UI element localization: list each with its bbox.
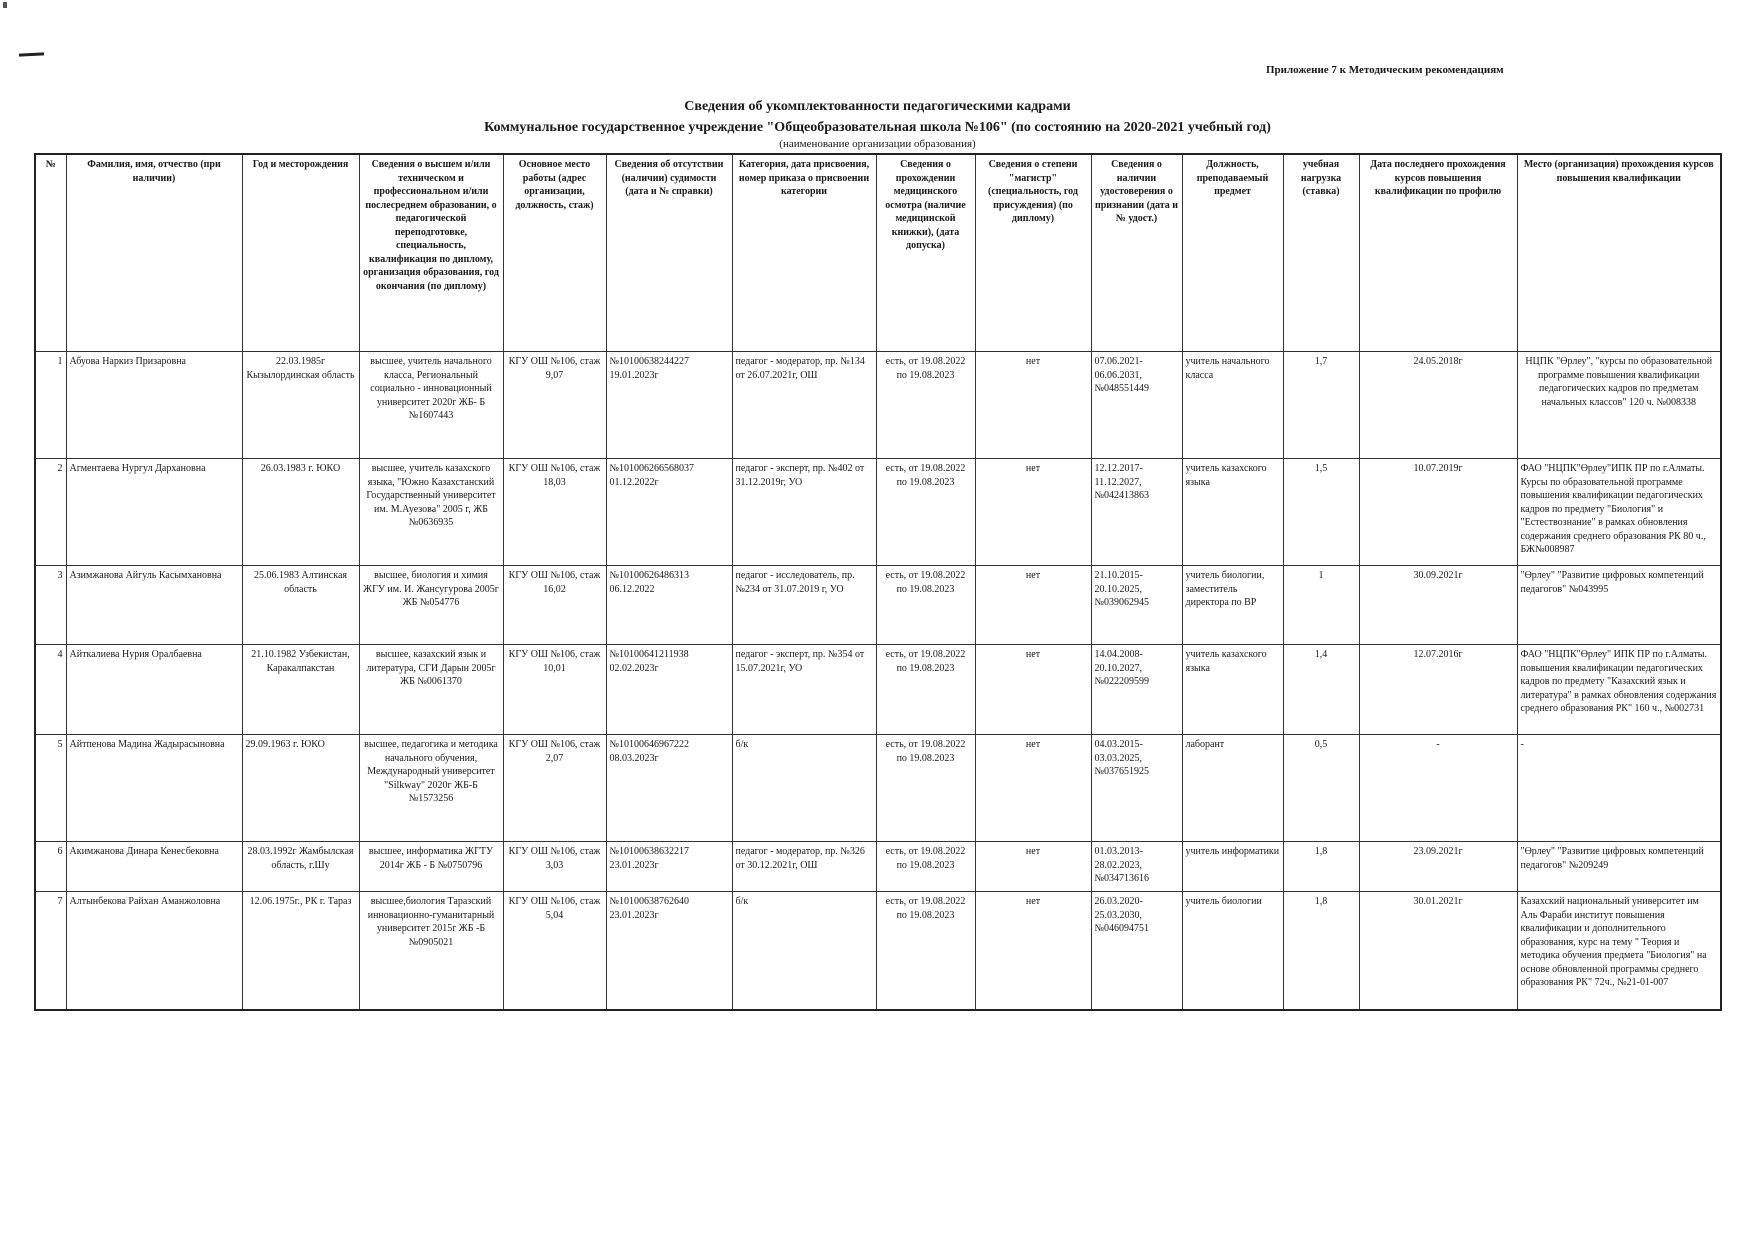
row-course-place: "Өрлеу" "Развитие цифровых компетенций педагогов" №209249 [1517, 842, 1721, 892]
row-num: 6 [35, 842, 66, 892]
col-header-record: Сведения об отсутствии (наличии) судимости (дата и № справки) [606, 154, 732, 352]
row-position: учитель начального класса [1182, 352, 1283, 459]
col-header-course-place: Место (организация) прохождения курсов повышения квалификации [1517, 154, 1721, 352]
row-course-date: - [1359, 735, 1517, 842]
row-education: высшее, биология и химия ЖГУ им. И. Жансугурова 2005г ЖБ №054776 [359, 566, 503, 645]
row-position: учитель информатики [1182, 842, 1283, 892]
row-num: 3 [35, 566, 66, 645]
institution-title: Коммунальное государственное учреждение "Общеобразовательная школа №106" (по состоянию на 2020-2021 учебный год) [484, 120, 1271, 135]
row-course-place: - [1517, 735, 1721, 842]
row-course-place: НЦПК "Өрлеу", "курсы по образовательной программе повышения квалификации педагогических кадров по предметам начальных классов" 120 ч. №008338 [1517, 352, 1721, 459]
row-category: педагог - модератор, пр. №326 от 30.12.2021г, ОШ [732, 842, 876, 892]
col-header-category: Категория, дата присвоения, номер приказа о присвоении категории [732, 154, 876, 352]
row-name: Алтынбекова Райхан Аманжоловна [66, 892, 242, 1010]
col-header-position: Должность, преподаваемый предмет [1182, 154, 1283, 352]
row-num: 2 [35, 459, 66, 566]
row-course-date: 23.09.2021г [1359, 842, 1517, 892]
row-education: высшее,биология Таразский инновационно-гуманитарный университет 2015г ЖБ -Б №0905021 [359, 892, 503, 1010]
row-medical: есть, от 19.08.2022 по 19.08.2023 [876, 352, 975, 459]
col-header-medical: Сведения о прохождении медицинского осмотра (наличие медицинской книжки), (дата допуска) [876, 154, 975, 352]
table-row [35, 645, 1721, 735]
row-master: нет [975, 892, 1091, 1010]
col-header-load: учебная нагрузка (ставка) [1283, 154, 1359, 352]
row-workplace: КГУ ОШ №106, стаж 9,07 [503, 352, 606, 459]
row-load: 1 [1283, 566, 1359, 645]
document-title: Сведения об укомплектованности педагогическими кадрами [684, 99, 1071, 114]
row-load: 1,8 [1283, 892, 1359, 1010]
row-course-date: 24.05.2018г [1359, 352, 1517, 459]
scan-mark [3, 2, 7, 8]
row-name: Акимжанова Динара Кенесбековна [66, 842, 242, 892]
table-row [35, 459, 1721, 566]
row-medical: есть, от 19.08.2022 по 19.08.2023 [876, 892, 975, 1010]
row-position: учитель казахского языка [1182, 459, 1283, 566]
row-master: нет [975, 645, 1091, 735]
row-workplace: КГУ ОШ №106, стаж 2,07 [503, 735, 606, 842]
row-record: №10100646967222 08.03.2023г [606, 735, 732, 842]
row-certificate: 04.03.2015-03.03.2025, №037651925 [1091, 735, 1182, 842]
row-birth: 26.03.1983 г. ЮКО [242, 459, 359, 566]
row-education: высшее, педагогика и методика начального обучения, Международный университет "Silkway" 2020г ЖБ-Б №1573256 [359, 735, 503, 842]
row-load: 1,7 [1283, 352, 1359, 459]
col-header-birth: Год и месторождения [242, 154, 359, 352]
row-position: лаборант [1182, 735, 1283, 842]
staff-table [34, 153, 1722, 1011]
col-header-education: Сведения о высшем и/или техническом и профессиональном и/или послесреднем образовании, о педагогической переподготовке, специальность, квалификация по диплому, организация образования, год окончания (по диплому) [359, 154, 503, 352]
row-medical: есть, от 19.08.2022 по 19.08.2023 [876, 842, 975, 892]
row-course-date: 12.07.2016г [1359, 645, 1517, 735]
row-certificate: 21.10.2015-20.10.2025, №039062945 [1091, 566, 1182, 645]
row-medical: есть, от 19.08.2022 по 19.08.2023 [876, 645, 975, 735]
row-birth: 29.09.1963 г. ЮКО [242, 735, 359, 842]
row-position: учитель биологии [1182, 892, 1283, 1010]
row-certificate: 26.03.2020-25.03.2030, №046094751 [1091, 892, 1182, 1010]
row-medical: есть, от 19.08.2022 по 19.08.2023 [876, 459, 975, 566]
row-course-place: ФАО "НЦПК"Өрлеу" ИПК ПР по г.Алматы. повышения квалификации педагогических кадров по предмету "Казахский язык и литература" в рамках обновления содержания среднего образования РК" 160 ч., №002731 [1517, 645, 1721, 735]
row-workplace: КГУ ОШ №106, стаж 16,02 [503, 566, 606, 645]
row-category: б/к [732, 892, 876, 1010]
row-course-place: Казахский национальный университет им Аль Фараби институт повышения квалификации и дополнительного образования, курс на тему " Теория и методика обучения предмета "Биология" на основе обновленной программы среднего образования РК" 72ч., №21-01-007 [1517, 892, 1721, 1010]
row-master: нет [975, 352, 1091, 459]
row-birth: 12.06.1975г., РК г. Тараз [242, 892, 359, 1010]
row-num: 4 [35, 645, 66, 735]
col-header-workplace: Основное место работы (адрес организации, должность, стаж) [503, 154, 606, 352]
row-name: Агментаева Нургул Дархановна [66, 459, 242, 566]
row-position: учитель биологии, заместитель директора по ВР [1182, 566, 1283, 645]
row-name: Абуова Наркиз Призаровна [66, 352, 242, 459]
row-course-date: 30.01.2021г [1359, 892, 1517, 1010]
row-master: нет [975, 566, 1091, 645]
row-record: №101006266568037 01.12.2022г [606, 459, 732, 566]
row-record: №10100638632217 23.01.2023г [606, 842, 732, 892]
row-education: высшее, информатика ЖГТУ 2014г ЖБ - Б №0750796 [359, 842, 503, 892]
row-record: №10100638762640 23.01.2023г [606, 892, 732, 1010]
row-category: педагог - эксперт, пр. №354 от 15.07.2021г, УО [732, 645, 876, 735]
row-workplace: КГУ ОШ №106, стаж 3,03 [503, 842, 606, 892]
institution-subcaption: (наименование организации образования) [779, 138, 976, 150]
table-row [35, 842, 1721, 892]
row-num: 1 [35, 352, 66, 459]
row-category: б/к [732, 735, 876, 842]
row-education: высшее, учитель казахского языка, "Южно Казахстанский Государственный университет им. М.Ауезова" 2005 г, ЖБ №0636935 [359, 459, 503, 566]
row-load: 1,8 [1283, 842, 1359, 892]
row-birth: 28.03.1992г Жамбылская область, г.Шу [242, 842, 359, 892]
row-record: №10100641211938 02.02.2023г [606, 645, 732, 735]
row-certificate: 01.03.2013-28.02.2023, №034713616 [1091, 842, 1182, 892]
row-certificate: 14.04.2008-20.10.2027, №022209599 [1091, 645, 1182, 735]
row-name: Азимжанова Айгуль Касымхановна [66, 566, 242, 645]
row-load: 1,5 [1283, 459, 1359, 566]
row-certificate: 07.06.2021-06.06.2031, №048551449 [1091, 352, 1182, 459]
row-course-place: "Өрлеу" "Развитие цифровых компетенций педагогов" №043995 [1517, 566, 1721, 645]
row-birth: 22.03.1985г Кызылординская область [242, 352, 359, 459]
row-record: №10100638244227 19.01.2023г [606, 352, 732, 459]
table-row [35, 352, 1721, 459]
row-name: Айткалиева Нурия Оралбаевна [66, 645, 242, 735]
row-category: педагог - модератор, пр. №134 от 26.07.2021г, ОШ [732, 352, 876, 459]
row-master: нет [975, 459, 1091, 566]
row-course-date: 10.07.2019г [1359, 459, 1517, 566]
row-birth: 25.06.1983 Алтинская область [242, 566, 359, 645]
table-row [35, 566, 1721, 645]
row-name: Айтпенова Мадина Жадырасыновна [66, 735, 242, 842]
row-load: 1,4 [1283, 645, 1359, 735]
row-certificate: 12.12.2017-11.12.2027, №042413863 [1091, 459, 1182, 566]
col-header-course-date: Дата последнего прохождения курсов повышения квалификации по профилю [1359, 154, 1517, 352]
col-header-master: Сведения о степени "магистр" (специальность, год присуждения) (по диплому) [975, 154, 1091, 352]
row-course-place: ФАО "НЦПК"Өрлеу"ИПК ПР по г.Алматы. Курсы по образовательной программе повышения квалификации педагогических кадров по предмету "Биология" и "Естествознание" в рамках обновления содержания среднего образования РК 80 ч., БЖ№008987 [1517, 459, 1721, 566]
row-workplace: КГУ ОШ №106, стаж 18,03 [503, 459, 606, 566]
col-header-certificate: Сведения о наличии удостоверения о признании (дата и № удост.) [1091, 154, 1182, 352]
row-num: 7 [35, 892, 66, 1010]
table-header-row [35, 154, 1721, 352]
row-record: №10100626486313 06.12.2022 [606, 566, 732, 645]
row-workplace: КГУ ОШ №106, стаж 5,04 [503, 892, 606, 1010]
col-header-name: Фамилия, имя, отчество (при наличии) [66, 154, 242, 352]
pen-dash-mark [19, 52, 44, 56]
appendix-note: Приложение 7 к Методическим рекомендациям [1266, 64, 1504, 76]
row-education: высшее, казахский язык и литература, СГИ Дарын 2005г ЖБ №0061370 [359, 645, 503, 735]
row-education: высшее, учитель начального класса, Региональный социально - инновационный университет 2020г ЖБ- Б №1607443 [359, 352, 503, 459]
row-medical: есть, от 19.08.2022 по 19.08.2023 [876, 735, 975, 842]
row-birth: 21.10.1982 Узбекистан, Каракалпакстан [242, 645, 359, 735]
col-header-num: № [35, 154, 66, 352]
table-row [35, 892, 1721, 1010]
row-num: 5 [35, 735, 66, 842]
row-workplace: КГУ ОШ №106, стаж 10,01 [503, 645, 606, 735]
row-medical: есть, от 19.08.2022 по 19.08.2023 [876, 566, 975, 645]
row-master: нет [975, 842, 1091, 892]
row-position: учитель казахского языка [1182, 645, 1283, 735]
row-load: 0,5 [1283, 735, 1359, 842]
row-master: нет [975, 735, 1091, 842]
row-course-date: 30.09.2021г [1359, 566, 1517, 645]
row-category: педагог - исследователь, пр.№234 от 31.07.2019 г, УО [732, 566, 876, 645]
row-category: педагог - эксперт, пр. №402 от 31.12.2019г, УО [732, 459, 876, 566]
table-row [35, 735, 1721, 842]
